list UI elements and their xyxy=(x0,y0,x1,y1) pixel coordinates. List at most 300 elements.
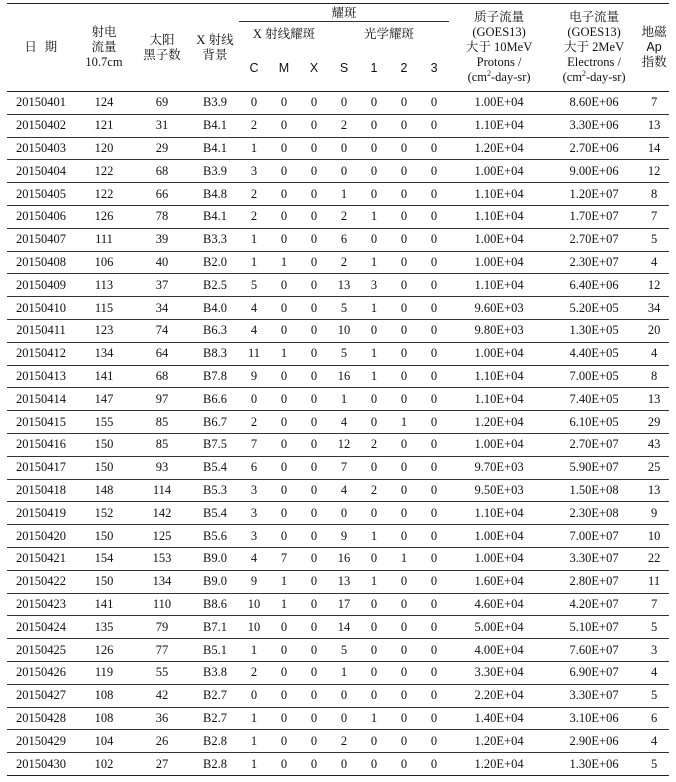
cell-ap: 34 xyxy=(639,297,669,320)
cell-xray-bg: B5.4 xyxy=(191,456,239,479)
cell-date: 20150414 xyxy=(7,388,75,411)
cell-radio-flux: 108 xyxy=(75,707,133,730)
cell-radio-flux: 134 xyxy=(75,342,133,365)
cell-s: 0 xyxy=(329,160,359,183)
cell-date: 20150417 xyxy=(7,456,75,479)
cell-sunspot: 39 xyxy=(133,228,191,251)
cell-xray-bg: B2.7 xyxy=(191,707,239,730)
cell-o2: 0 xyxy=(389,92,419,115)
cell-o1: 0 xyxy=(359,411,389,434)
cell-o3: 0 xyxy=(419,342,449,365)
cell-electron: 3.30E+06 xyxy=(549,114,639,137)
cell-c: 3 xyxy=(239,502,269,525)
cell-date: 20150427 xyxy=(7,684,75,707)
cell-xray-bg: B6.3 xyxy=(191,319,239,342)
cell-o3: 0 xyxy=(419,114,449,137)
cell-radio-flux: 155 xyxy=(75,411,133,434)
cell-c: 1 xyxy=(239,228,269,251)
cell-sunspot: 31 xyxy=(133,114,191,137)
cell-c: 1 xyxy=(239,639,269,662)
cell-o1: 0 xyxy=(359,753,389,776)
cell-ap: 12 xyxy=(639,274,669,297)
cell-proton: 1.10E+04 xyxy=(449,183,549,206)
cell-s: 5 xyxy=(329,342,359,365)
cell-o1: 1 xyxy=(359,525,389,548)
cell-proton: 5.00E+04 xyxy=(449,616,549,639)
cell-x: 0 xyxy=(299,137,329,160)
cell-m: 1 xyxy=(269,593,299,616)
header-ap-line3: 指数 xyxy=(641,55,667,69)
cell-ap: 5 xyxy=(639,684,669,707)
cell-ap: 5 xyxy=(639,616,669,639)
cell-x: 0 xyxy=(299,388,329,411)
table-row xyxy=(7,411,669,434)
header-xray-bg xyxy=(191,4,239,92)
cell-m: 0 xyxy=(269,274,299,297)
cell-s: 0 xyxy=(329,502,359,525)
cell-radio-flux: 126 xyxy=(75,639,133,662)
table-row xyxy=(7,525,669,548)
cell-x: 0 xyxy=(299,593,329,616)
cell-ap: 22 xyxy=(639,547,669,570)
header-class-3: 3 xyxy=(419,46,449,92)
header-proton-line2: (GOES13) xyxy=(472,25,526,39)
cell-date: 20150408 xyxy=(7,251,75,274)
cell-o2: 0 xyxy=(389,205,419,228)
cell-x: 0 xyxy=(299,160,329,183)
cell-sunspot: 36 xyxy=(133,707,191,730)
cell-radio-flux: 115 xyxy=(75,297,133,320)
cell-o2: 0 xyxy=(389,251,419,274)
table-row xyxy=(7,251,669,274)
cell-radio-flux: 150 xyxy=(75,570,133,593)
cell-date: 20150401 xyxy=(7,92,75,115)
cell-o3: 0 xyxy=(419,753,449,776)
header-flare-label: 耀斑 xyxy=(331,5,357,20)
cell-proton: 1.10E+04 xyxy=(449,388,549,411)
cell-o3: 0 xyxy=(419,297,449,320)
cell-sunspot: 26 xyxy=(133,730,191,753)
cell-s: 4 xyxy=(329,411,359,434)
header-class-c: C xyxy=(239,46,269,92)
cell-radio-flux: 104 xyxy=(75,730,133,753)
cell-electron: 1.20E+07 xyxy=(549,183,639,206)
cell-o3: 0 xyxy=(419,502,449,525)
cell-sunspot: 142 xyxy=(133,502,191,525)
table-row xyxy=(7,433,669,456)
cell-o3: 0 xyxy=(419,160,449,183)
cell-x: 0 xyxy=(299,365,329,388)
cell-sunspot: 34 xyxy=(133,297,191,320)
cell-c: 1 xyxy=(239,137,269,160)
cell-ap: 7 xyxy=(639,92,669,115)
cell-o2: 0 xyxy=(389,570,419,593)
cell-electron: 1.70E+07 xyxy=(549,205,639,228)
cell-proton: 4.00E+04 xyxy=(449,639,549,662)
cell-radio-flux: 154 xyxy=(75,547,133,570)
cell-radio-flux: 147 xyxy=(75,388,133,411)
cell-m: 0 xyxy=(269,319,299,342)
cell-o3: 0 xyxy=(419,433,449,456)
header-class-1: 1 xyxy=(359,46,389,92)
cell-o1: 0 xyxy=(359,228,389,251)
cell-o1: 0 xyxy=(359,639,389,662)
cell-proton: 9.50E+03 xyxy=(449,479,549,502)
cell-ap: 25 xyxy=(639,456,669,479)
header-sunspot xyxy=(133,4,191,92)
cell-c: 1 xyxy=(239,753,269,776)
cell-o3: 0 xyxy=(419,593,449,616)
table-row xyxy=(7,753,669,776)
cell-c: 0 xyxy=(239,92,269,115)
cell-electron: 5.90E+07 xyxy=(549,456,639,479)
cell-sunspot: 93 xyxy=(133,456,191,479)
cell-s: 17 xyxy=(329,593,359,616)
cell-x: 0 xyxy=(299,205,329,228)
cell-sunspot: 69 xyxy=(133,92,191,115)
cell-electron: 4.20E+07 xyxy=(549,593,639,616)
cell-xray-bg: B7.8 xyxy=(191,365,239,388)
cell-electron: 6.40E+06 xyxy=(549,274,639,297)
cell-xray-bg: B5.3 xyxy=(191,479,239,502)
cell-c: 11 xyxy=(239,342,269,365)
cell-electron: 1.50E+08 xyxy=(549,479,639,502)
cell-xray-bg: B3.8 xyxy=(191,661,239,684)
cell-o2: 0 xyxy=(389,274,419,297)
cell-electron: 3.30E+07 xyxy=(549,684,639,707)
cell-x: 0 xyxy=(299,730,329,753)
cell-o2: 0 xyxy=(389,525,419,548)
cell-radio-flux: 141 xyxy=(75,365,133,388)
cell-proton: 1.00E+04 xyxy=(449,251,549,274)
cell-xray-bg: B2.5 xyxy=(191,274,239,297)
cell-radio-flux: 135 xyxy=(75,616,133,639)
cell-radio-flux: 152 xyxy=(75,502,133,525)
table-row xyxy=(7,456,669,479)
cell-xray-bg: B3.9 xyxy=(191,160,239,183)
cell-xray-bg: B5.1 xyxy=(191,639,239,662)
cell-o2: 0 xyxy=(389,228,419,251)
cell-x: 0 xyxy=(299,274,329,297)
cell-o1: 0 xyxy=(359,684,389,707)
cell-x: 0 xyxy=(299,616,329,639)
cell-proton: 3.30E+04 xyxy=(449,661,549,684)
cell-o2: 0 xyxy=(389,388,419,411)
cell-c: 9 xyxy=(239,570,269,593)
header-radio-flux xyxy=(75,4,133,92)
cell-s: 13 xyxy=(329,570,359,593)
cell-s: 5 xyxy=(329,297,359,320)
cell-radio-flux: 123 xyxy=(75,319,133,342)
cell-electron: 1.30E+05 xyxy=(549,319,639,342)
cell-proton: 4.60E+04 xyxy=(449,593,549,616)
cell-sunspot: 55 xyxy=(133,661,191,684)
cell-sunspot: 74 xyxy=(133,319,191,342)
cell-c: 3 xyxy=(239,525,269,548)
cell-m: 0 xyxy=(269,137,299,160)
cell-s: 16 xyxy=(329,365,359,388)
header-radio-flux-line3: 10.7cm xyxy=(85,55,123,69)
cell-o2: 0 xyxy=(389,433,419,456)
cell-c: 0 xyxy=(239,388,269,411)
cell-electron: 2.70E+07 xyxy=(549,433,639,456)
cell-radio-flux: 122 xyxy=(75,160,133,183)
cell-o3: 0 xyxy=(419,479,449,502)
cell-s: 0 xyxy=(329,684,359,707)
cell-sunspot: 85 xyxy=(133,411,191,434)
cell-xray-bg: B4.1 xyxy=(191,205,239,228)
cell-o1: 0 xyxy=(359,137,389,160)
cell-date: 20150426 xyxy=(7,661,75,684)
cell-o2: 0 xyxy=(389,616,419,639)
cell-date: 20150413 xyxy=(7,365,75,388)
cell-electron: 6.90E+07 xyxy=(549,661,639,684)
cell-c: 2 xyxy=(239,661,269,684)
table-row xyxy=(7,707,669,730)
cell-c: 10 xyxy=(239,593,269,616)
cell-electron: 2.70E+07 xyxy=(549,228,639,251)
table-header xyxy=(7,4,669,92)
cell-o1: 1 xyxy=(359,707,389,730)
cell-o1: 0 xyxy=(359,730,389,753)
cell-o1: 1 xyxy=(359,570,389,593)
header-class-x: X xyxy=(299,46,329,92)
cell-sunspot: 40 xyxy=(133,251,191,274)
cell-o3: 0 xyxy=(419,205,449,228)
cell-o3: 0 xyxy=(419,707,449,730)
cell-s: 7 xyxy=(329,456,359,479)
cell-c: 9 xyxy=(239,365,269,388)
cell-m: 0 xyxy=(269,456,299,479)
cell-xray-bg: B2.8 xyxy=(191,753,239,776)
cell-radio-flux: 102 xyxy=(75,753,133,776)
cell-s: 1 xyxy=(329,661,359,684)
cell-s: 6 xyxy=(329,228,359,251)
cell-x: 0 xyxy=(299,684,329,707)
cell-date: 20150405 xyxy=(7,183,75,206)
cell-sunspot: 27 xyxy=(133,753,191,776)
cell-x: 0 xyxy=(299,411,329,434)
cell-xray-bg: B5.4 xyxy=(191,502,239,525)
cell-sunspot: 64 xyxy=(133,342,191,365)
cell-proton: 1.20E+04 xyxy=(449,730,549,753)
cell-electron: 4.40E+05 xyxy=(549,342,639,365)
header-optical-flare xyxy=(329,22,449,46)
cell-o1: 1 xyxy=(359,251,389,274)
cell-m: 0 xyxy=(269,730,299,753)
cell-sunspot: 68 xyxy=(133,160,191,183)
cell-proton: 1.10E+04 xyxy=(449,502,549,525)
cell-c: 4 xyxy=(239,547,269,570)
cell-radio-flux: 126 xyxy=(75,205,133,228)
cell-o1: 3 xyxy=(359,274,389,297)
cell-ap: 13 xyxy=(639,114,669,137)
table-row xyxy=(7,160,669,183)
cell-sunspot: 37 xyxy=(133,274,191,297)
cell-c: 2 xyxy=(239,114,269,137)
cell-proton: 1.00E+04 xyxy=(449,433,549,456)
cell-sunspot: 97 xyxy=(133,388,191,411)
cell-m: 0 xyxy=(269,479,299,502)
cell-o1: 0 xyxy=(359,616,389,639)
cell-s: 4 xyxy=(329,479,359,502)
cell-o1: 0 xyxy=(359,661,389,684)
cell-o2: 0 xyxy=(389,502,419,525)
solar-activity-table xyxy=(7,3,669,776)
cell-xray-bg: B6.7 xyxy=(191,411,239,434)
cell-sunspot: 79 xyxy=(133,616,191,639)
cell-electron: 1.30E+06 xyxy=(549,753,639,776)
cell-m: 0 xyxy=(269,433,299,456)
cell-o1: 0 xyxy=(359,319,389,342)
cell-electron: 6.10E+05 xyxy=(549,411,639,434)
cell-o2: 0 xyxy=(389,183,419,206)
cell-o2: 0 xyxy=(389,342,419,365)
cell-o2: 1 xyxy=(389,411,419,434)
cell-ap: 10 xyxy=(639,525,669,548)
cell-c: 3 xyxy=(239,160,269,183)
cell-m: 0 xyxy=(269,228,299,251)
cell-m: 0 xyxy=(269,297,299,320)
cell-xray-bg: B8.6 xyxy=(191,593,239,616)
cell-date: 20150406 xyxy=(7,205,75,228)
cell-o2: 0 xyxy=(389,114,419,137)
cell-ap: 5 xyxy=(639,228,669,251)
cell-date: 20150402 xyxy=(7,114,75,137)
cell-xray-bg: B7.5 xyxy=(191,433,239,456)
cell-o1: 0 xyxy=(359,114,389,137)
cell-o2: 0 xyxy=(389,160,419,183)
table-row xyxy=(7,661,669,684)
cell-ap: 7 xyxy=(639,205,669,228)
cell-ap: 4 xyxy=(639,251,669,274)
cell-o3: 0 xyxy=(419,388,449,411)
cell-date: 20150412 xyxy=(7,342,75,365)
cell-x: 0 xyxy=(299,639,329,662)
table-row xyxy=(7,616,669,639)
cell-proton: 9.60E+03 xyxy=(449,297,549,320)
cell-sunspot: 114 xyxy=(133,479,191,502)
cell-date: 20150403 xyxy=(7,137,75,160)
cell-xray-bg: B9.0 xyxy=(191,570,239,593)
cell-date: 20150419 xyxy=(7,502,75,525)
cell-sunspot: 78 xyxy=(133,205,191,228)
cell-electron: 9.00E+06 xyxy=(549,160,639,183)
cell-proton: 1.20E+04 xyxy=(449,137,549,160)
cell-o3: 0 xyxy=(419,661,449,684)
cell-m: 0 xyxy=(269,114,299,137)
cell-radio-flux: 122 xyxy=(75,183,133,206)
cell-date: 20150404 xyxy=(7,160,75,183)
table-row xyxy=(7,730,669,753)
cell-m: 0 xyxy=(269,92,299,115)
cell-o3: 0 xyxy=(419,251,449,274)
cell-proton: 1.10E+04 xyxy=(449,365,549,388)
cell-xray-bg: B7.1 xyxy=(191,616,239,639)
cell-xray-bg: B2.8 xyxy=(191,730,239,753)
cell-date: 20150422 xyxy=(7,570,75,593)
header-proton-flux xyxy=(449,4,549,92)
cell-sunspot: 110 xyxy=(133,593,191,616)
cell-o1: 0 xyxy=(359,160,389,183)
cell-proton: 1.20E+04 xyxy=(449,753,549,776)
cell-xray-bg: B2.0 xyxy=(191,251,239,274)
header-electron-unit-b: -day-sr) xyxy=(586,70,626,84)
cell-o3: 0 xyxy=(419,92,449,115)
cell-s: 0 xyxy=(329,92,359,115)
cell-proton: 1.10E+04 xyxy=(449,274,549,297)
cell-m: 1 xyxy=(269,251,299,274)
cell-m: 1 xyxy=(269,342,299,365)
cell-xray-bg: B6.6 xyxy=(191,388,239,411)
cell-o1: 0 xyxy=(359,388,389,411)
cell-ap: 9 xyxy=(639,502,669,525)
cell-proton: 1.60E+04 xyxy=(449,570,549,593)
cell-m: 0 xyxy=(269,205,299,228)
cell-s: 14 xyxy=(329,616,359,639)
header-class-2: 2 xyxy=(389,46,419,92)
cell-ap: 4 xyxy=(639,661,669,684)
cell-x: 0 xyxy=(299,183,329,206)
header-electron-line4: Electrons / xyxy=(567,55,621,69)
cell-date: 20150420 xyxy=(7,525,75,548)
cell-proton: 1.00E+04 xyxy=(449,547,549,570)
cell-x: 0 xyxy=(299,547,329,570)
cell-o1: 1 xyxy=(359,205,389,228)
cell-c: 7 xyxy=(239,433,269,456)
header-xray-flare xyxy=(239,22,329,46)
cell-s: 0 xyxy=(329,753,359,776)
table-row xyxy=(7,684,669,707)
cell-proton: 9.70E+03 xyxy=(449,456,549,479)
cell-o1: 2 xyxy=(359,479,389,502)
cell-s: 1 xyxy=(329,388,359,411)
cell-date: 20150430 xyxy=(7,753,75,776)
cell-radio-flux: 150 xyxy=(75,456,133,479)
cell-radio-flux: 111 xyxy=(75,228,133,251)
cell-c: 2 xyxy=(239,411,269,434)
header-sunspot-line2: 黑子数 xyxy=(143,47,181,62)
cell-sunspot: 85 xyxy=(133,433,191,456)
cell-o2: 0 xyxy=(389,365,419,388)
cell-proton: 1.00E+04 xyxy=(449,342,549,365)
header-xray-flare-label: X 射线耀斑 xyxy=(252,26,316,41)
cell-s: 10 xyxy=(329,319,359,342)
table-row xyxy=(7,297,669,320)
cell-c: 1 xyxy=(239,251,269,274)
cell-date: 20150409 xyxy=(7,274,75,297)
cell-date: 20150410 xyxy=(7,297,75,320)
cell-ap: 8 xyxy=(639,183,669,206)
cell-o2: 0 xyxy=(389,297,419,320)
cell-o3: 0 xyxy=(419,137,449,160)
cell-ap: 7 xyxy=(639,593,669,616)
cell-x: 0 xyxy=(299,707,329,730)
cell-m: 0 xyxy=(269,411,299,434)
cell-electron: 7.60E+07 xyxy=(549,639,639,662)
cell-m: 0 xyxy=(269,388,299,411)
header-electron-line3: 大于 2MeV xyxy=(564,40,625,54)
cell-o2: 1 xyxy=(389,547,419,570)
cell-sunspot: 134 xyxy=(133,570,191,593)
cell-date: 20150425 xyxy=(7,639,75,662)
cell-o3: 0 xyxy=(419,730,449,753)
header-electron-unit-sup: 2 xyxy=(582,69,586,78)
header-electron-line2: (GOES13) xyxy=(567,25,621,39)
cell-o3: 0 xyxy=(419,228,449,251)
cell-x: 0 xyxy=(299,479,329,502)
cell-electron: 2.30E+08 xyxy=(549,502,639,525)
